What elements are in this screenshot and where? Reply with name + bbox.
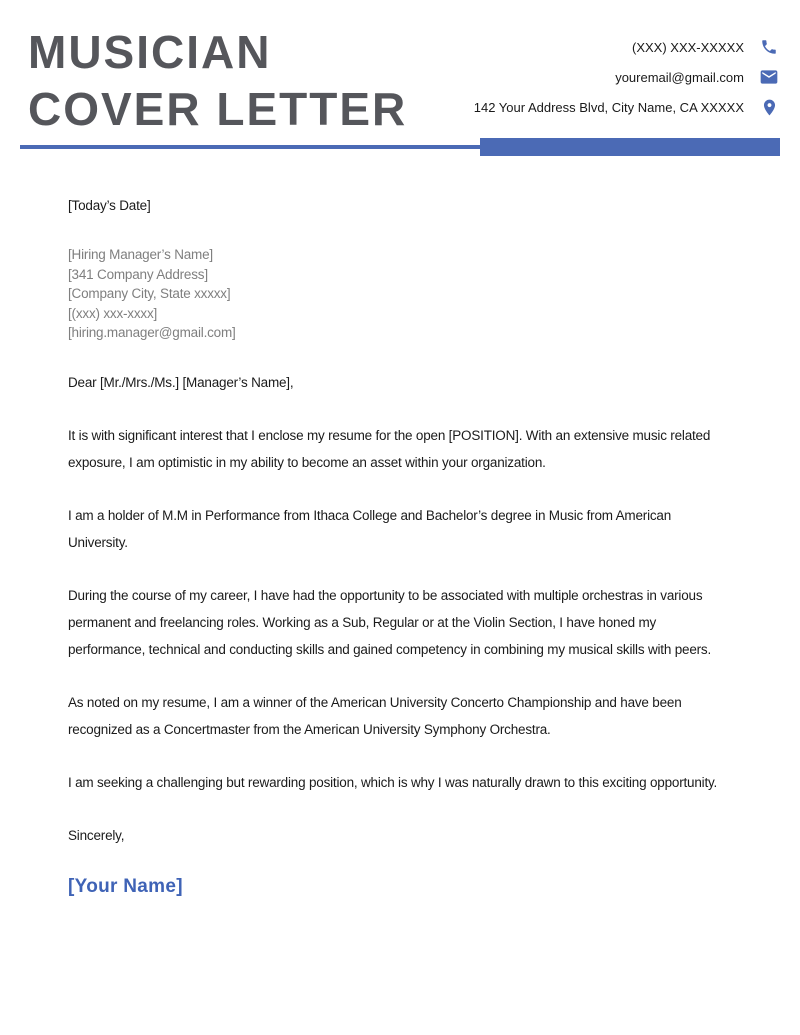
street-address: 142 Your Address Blvd, City Name, CA XXXXX <box>473 99 744 115</box>
salutation: Dear [Mr./Mrs./Ms.] [Manager’s Name], <box>68 374 294 390</box>
letter-body <box>0 156 800 899</box>
recipient-block <box>68 245 734 343</box>
title-line-1: MUSICIAN <box>28 26 272 78</box>
phone-icon <box>758 38 780 56</box>
page-title <box>28 24 407 138</box>
title-line-2: COVER LETTER <box>28 83 408 135</box>
recipient-address: [341 Company Address] <box>68 266 208 282</box>
paragraph-5: I am seeking a challenging but rewarding position, which is why I was naturally drawn to this exciting opportunity. <box>68 774 718 790</box>
letter-date: [Today’s Date] <box>68 198 151 213</box>
recipient-name: [Hiring Manager’s Name] <box>68 247 213 262</box>
paragraph-1: It is with significant interest that I enclose my resume for the open [POSITION]. With an extensive music related exposure, I am optimistic in my ability to become an asset within your organization. <box>68 427 711 470</box>
contact-row-email <box>615 66 780 88</box>
header <box>0 0 800 138</box>
contact-info <box>474 36 780 118</box>
location-pin-icon <box>758 98 780 117</box>
paragraph-2: I am a holder of M.M in Performance from Ithaca College and Bachelor’s degree in Music from American University. <box>68 507 672 550</box>
paragraph-3: During the course of my career, I have had the opportunity to be associated with multiple orchestras in various permanent and freelancing roles. Working as a Sub, Regular or at the Violin Section, I have honed my performance, technical and conducting skills and gained competency in combining my musical skills with peers. <box>68 587 712 657</box>
contact-row-phone <box>632 36 780 58</box>
closing: Sincerely, <box>68 827 125 843</box>
signature-name: [Your Name] <box>68 875 183 897</box>
mail-icon <box>758 67 780 87</box>
recipient-phone: [(xxx) xxx-xxxx] <box>68 305 158 321</box>
contact-row-address <box>474 96 780 118</box>
divider-thick-bar <box>480 138 780 156</box>
divider-thin-line <box>20 145 480 149</box>
recipient-city-state: [Company City, State xxxxx] <box>68 286 231 301</box>
phone-number: (XXX) XXX-XXXXX <box>632 39 744 55</box>
email-address: youremail@gmail.com <box>615 69 744 85</box>
paragraph-4: As noted on my resume, I am a winner of the American University Concerto Championship and have been recognized as a Concertmaster from the American University Symphony Orchestra. <box>68 694 682 737</box>
header-divider <box>20 138 780 156</box>
recipient-email: [hiring.manager@gmail.com] <box>68 325 236 340</box>
